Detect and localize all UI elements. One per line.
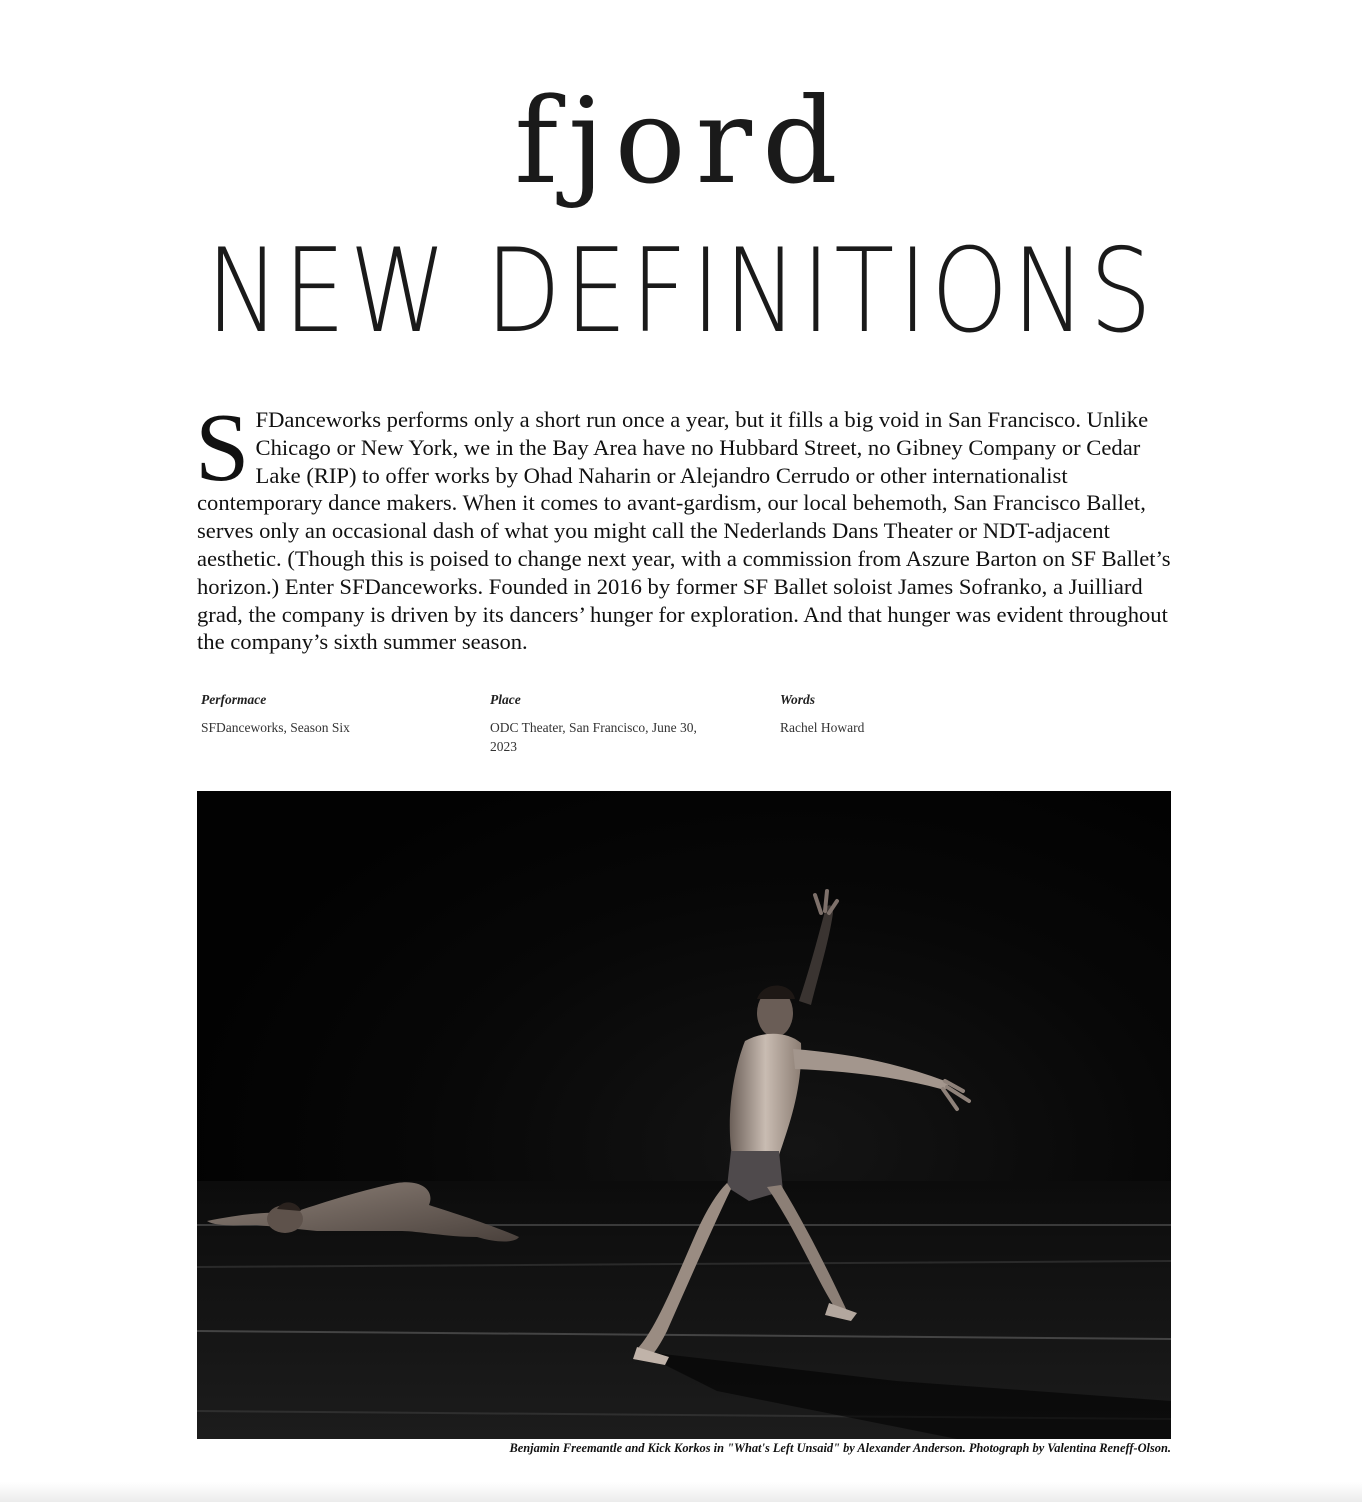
dance-photograph-image [197,791,1171,1439]
article-headline: NEW DEFINITIONS [206,224,1156,360]
credit-words [780,690,1040,737]
page-bottom-edge [0,1482,1362,1502]
credit-performance-value: SFDanceworks, Season Six [201,720,350,735]
credit-place-value: ODC Theater, San Francisco, June 30, 2023 [490,720,697,754]
credit-performance [201,690,461,737]
credit-place-label: Place [490,692,521,707]
credit-place [490,690,720,756]
credit-words-label: Words [780,692,816,707]
article-body [195,394,1177,656]
credit-performance-label: Performace [201,692,267,707]
dance-photograph [197,791,1171,1439]
magazine-logo: fjord [514,72,848,210]
article-body-text: FDanceworks performs only a short run once a year, but it fills a big void in San Francisco. Unlike Chicago or New York, we in the Bay Area have no Hubbard Street, no Gibney Company or Cedar Lake (RIP) to offer works by Ohad Naharin or Alejandro Cerrudo or other internationalist contemporary dance makers. When it comes to avant-gardism, our local behemoth, San Francisco Ballet, serves only an occasional dash of what you might call the Nederlands Dans Theater or NDT-adjacent aesthetic. (Though this is poised to change next year, with a commission from Aszure Barton on SF Ballet’s horizon.) Enter SFDanceworks. Founded in 2016 by former SF Ballet soloist James Sofranko, a Juilliard grad, the company is driven by its dancers’ hunger for exploration. And that hunger was evident throughout the company’s sixth summer season. [197,407,1171,655]
photo-caption: Benjamin Freemantle and Kick Korkos in "What's Left Unsaid" by Alexander Anderson. Photograph by Valentina Reneff-Olson. [509,1441,1171,1455]
credit-words-value: Rachel Howard [780,720,865,735]
drop-cap: S [195,394,250,502]
